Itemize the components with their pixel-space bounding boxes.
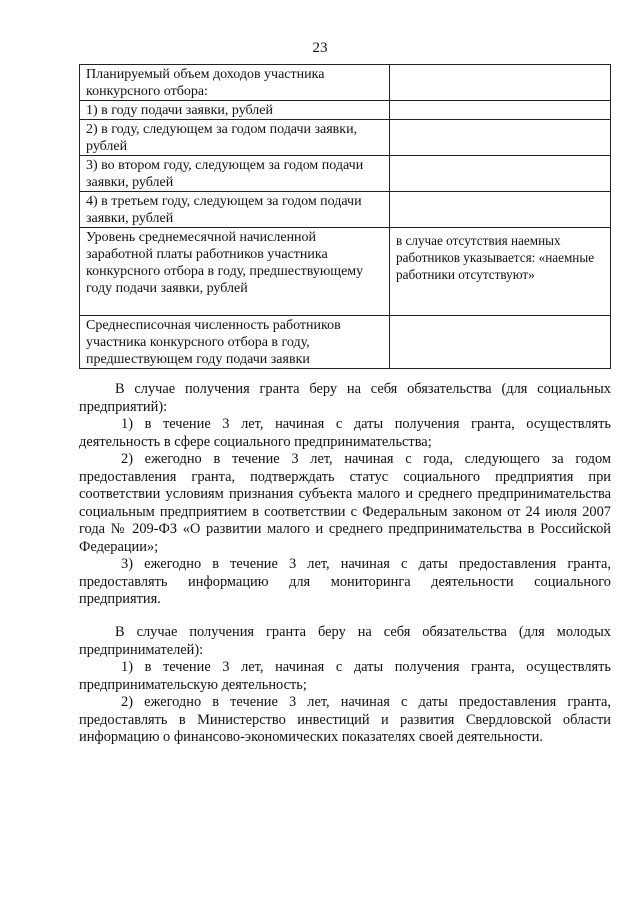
row-label: Уровень среднемесячной начисленной заработной платы работников участника конкурсного отбора в году, предшествующему году подачи заявки, рублей [80,228,390,316]
table-row [80,316,611,369]
table-row [80,192,611,228]
row-label: Среднесписочная численность работников участника конкурсного отбора в году, предшествующем году подачи заявки [80,316,390,369]
row-label: 1) в году подачи заявки, рублей [80,101,390,120]
young-item-1: 1) в течение 3 лет, начиная с даты получения гранта, осуществлять предпринимательскую деятельность; [79,659,611,693]
table-row [80,120,611,156]
page-number: 23 [312,40,328,56]
table-row [80,228,611,316]
young-intro: В случае получения гранта беру на себя обязательства (для молодых предпринимателей): [79,624,611,658]
social-item-3: 3) ежегодно в течение 3 лет, начиная с даты предоставления гранта, предоставлять информацию для мониторинга деятельности социального предприятия. [79,556,611,607]
social-item-1: 1) в течение 3 лет, начиная с даты получения гранта, осуществлять деятельность в сфере социального предпринимательства; [79,416,611,450]
row-value: в случае отсутствия наемных работников указывается: «наемные работники отсутствуют» [390,228,611,316]
social-intro: В случае получения гранта беру на себя обязательства (для социальных предприятий): [79,381,611,415]
young-entrepreneur-obligations [79,624,611,747]
table-row [80,101,611,120]
table-row [80,65,611,101]
row-value [390,101,611,120]
social-item-2: 2) ежегодно в течение 3 лет, начиная с года, следующего за годом предоставления гранта, подтверждать статус социального предприятия при соответствии условиям признания субъекта малого и среднего предпринимательства социальным предприятием в соответствии с Федеральным законом от 24 июля 2007 года № 209-ФЗ «О развитии малого и среднего предпринимательства в Российской Федерации»; [79,451,611,555]
row-value [390,65,611,101]
row-label: 3) во втором году, следующем за годом подачи заявки, рублей [80,156,390,192]
row-value [390,192,611,228]
row-label: Планируемый объем доходов участника конкурсного отбора: [80,65,390,101]
young-item-2: 2) ежегодно в течение 3 лет, начиная с даты предоставления гранта, предоставлять в Министерство инвестиций и развития Свердловской области информацию о финансово-экономических показателях своей деятельности. [79,694,611,745]
table-row [80,156,611,192]
applicant-info-table [79,64,611,369]
row-value [390,156,611,192]
row-value [390,120,611,156]
social-enterprise-obligations [79,381,611,609]
row-value [390,316,611,369]
row-label: 2) в году, следующем за годом подачи заявки, рублей [80,120,390,156]
row-label: 4) в третьем году, следующем за годом подачи заявки, рублей [80,192,390,228]
